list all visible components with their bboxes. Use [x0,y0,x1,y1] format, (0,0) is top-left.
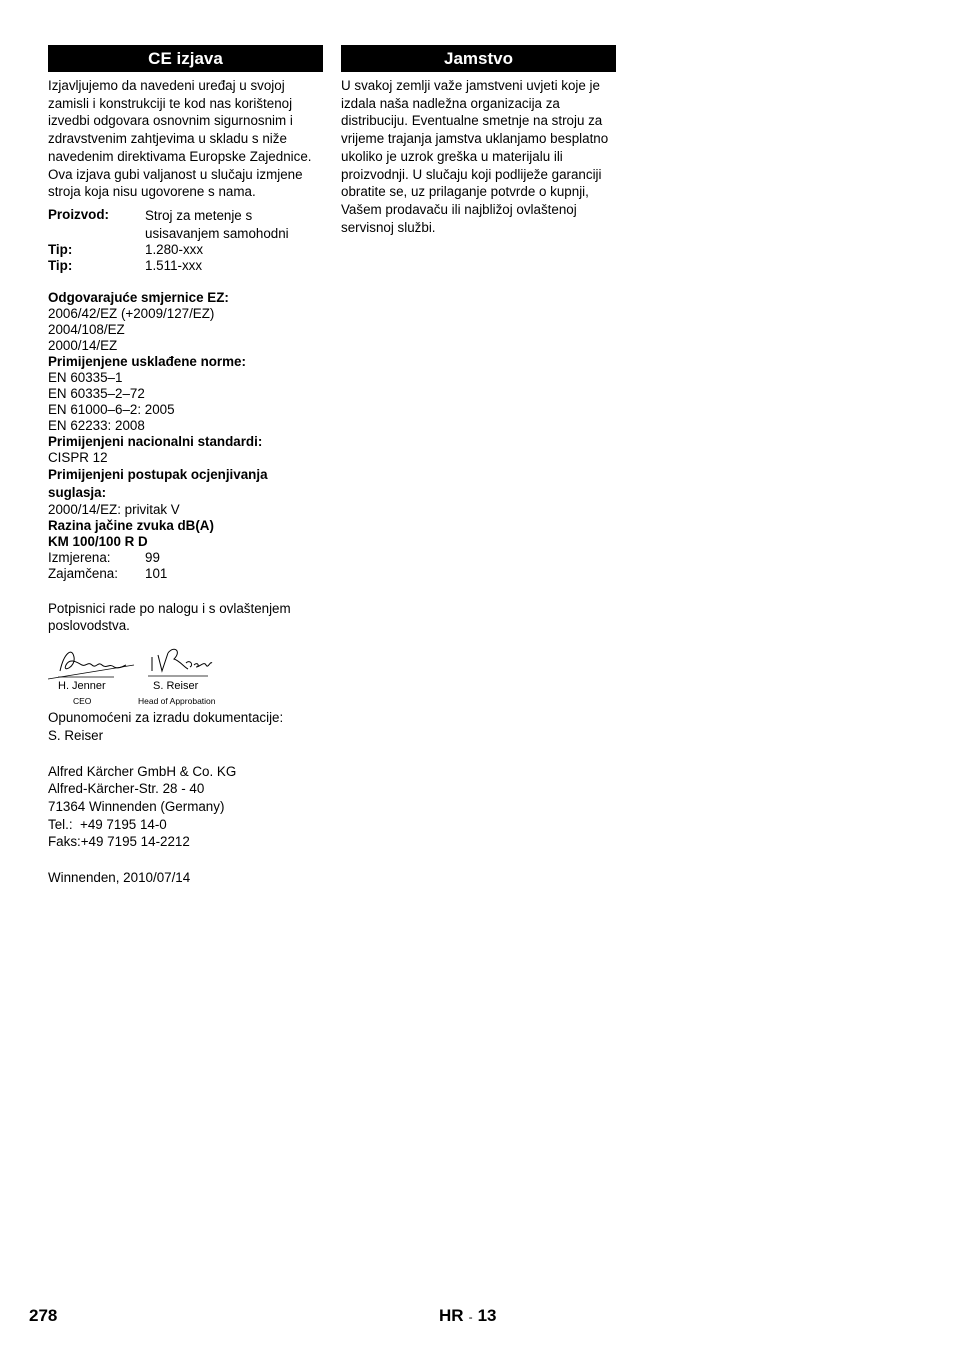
national-standards-title: Primijenjeni nacionalni standardi: [48,434,263,450]
national-standard-item: CISPR 12 [48,450,108,466]
footer-separator: - [468,1310,473,1324]
type-value-1: 1.280-xxx [145,242,204,258]
warranty-column [341,45,616,236]
company-line: Alfred-Kärcher-Str. 28 - 40 [48,781,205,797]
type-row-2 [48,258,323,274]
footer-section-label [439,1307,496,1327]
product-label: Proizvod: [48,206,110,222]
company-line: 71364 Winnenden (Germany) [48,798,225,814]
signer-role-2: Head of Approbation [138,696,216,707]
norms-title: Primijenjene usklađene norme: [48,354,246,370]
signature-handwriting-text: i.V. Reiser [48,643,53,645]
conformity-value: 2000/14/EZ: privitak V [48,501,180,517]
noise-model: KM 100/100 R D [48,533,148,549]
handwritten-signatures-image [48,643,248,683]
product-value: Stroj za metenje s usisavanjem samohodni [145,207,289,241]
noise-guaranteed-row [48,566,323,582]
norm-item: EN 62233: 2008 [48,418,145,434]
directive-item: 2000/14/EZ [48,338,118,354]
documentation-label: Opunomoćeni za izradu dokumentacije: [48,710,284,726]
directive-item: 2006/42/EZ (+2009/127/EZ) [48,306,215,322]
directive-item: 2004/108/EZ [48,322,125,338]
signer-role-1: CEO [73,696,92,707]
signers-note: Potpisnici rade po nalogu i s ovlaštenjem poslovodstva. [48,600,291,634]
noise-measured-row [48,550,323,566]
company-line: Faks:+49 7195 14-2212 [48,834,190,850]
conformity-title: Primijenjeni postupak ocjenjivanja suglasja: [48,467,268,501]
type-label-1: Tip: [48,242,73,258]
ce-declaration-intro: Izjavljujemo da navedeni uređaj u svojoj zamisli i konstrukciji te kod nas korištenoj izvedbi odgovara osnovnim sigurnosnim i zdravstvenim zahtjevima u skladu s niže navedenim direktivama Europske Zajednice. Ova izjava gubi valjanost u slučaju izmjene stroja koja nisu ugovorene s nama. [48,78,312,200]
company-line: Tel.: +49 7195 14-0 [48,816,167,832]
documentation-name: S. Reiser [48,727,104,743]
page-number: 278 [29,1306,58,1325]
footer-lang: HR [439,1306,464,1325]
noise-guaranteed-label: Zajamčena: [48,565,118,581]
signer-name-1: H. Jenner [58,680,106,693]
ce-declaration-column [48,45,323,887]
directives-title: Odgovarajuće smjernice EZ: [48,290,229,306]
noise-measured-value: 99 [145,549,160,565]
type-value-2: 1.511-xxx [145,258,203,274]
norm-item: EN 60335–1 [48,370,123,386]
noise-measured-label: Izmjerena: [48,549,111,565]
signatures [48,643,323,705]
warranty-text: U svakoj zemlji važe jamstveni uvjeti koje je izdala naša nadležna organizacija za distribuciju. Eventualne smetnje na stroju za vrijeme trajanja jamstva uklanjamo besplatno ukoliko je uzrok greška u materijalu ili proizvodnji. U slučaju koji podliježe garanciji obratite se, uz prilaganje potvrde o kupnji, Vašem prodavaču ili najbližoj ovlaštenoj servisnoj službi. [341,78,609,235]
norm-item: EN 61000–6–2: 2005 [48,402,175,418]
ce-declaration-heading: CE izjava [48,45,323,72]
standards-block [48,290,323,581]
noise-guaranteed-value: 101 [145,565,168,581]
signer-name-2: S. Reiser [153,680,199,693]
product-block [48,207,323,274]
norm-item: EN 60335–2–72 [48,386,145,402]
footer-section-page: 13 [477,1306,497,1325]
noise-title: Razina jačine zvuka dB(A) [48,517,214,533]
product-row [48,207,323,242]
company-line: Alfred Kärcher GmbH & Co. KG [48,763,237,779]
type-row-1 [48,242,323,258]
place-date: Winnenden, 2010/07/14 [48,870,191,886]
type-label-2: Tip: [48,258,73,274]
warranty-heading: Jamstvo [341,45,616,72]
company-address [48,763,323,852]
